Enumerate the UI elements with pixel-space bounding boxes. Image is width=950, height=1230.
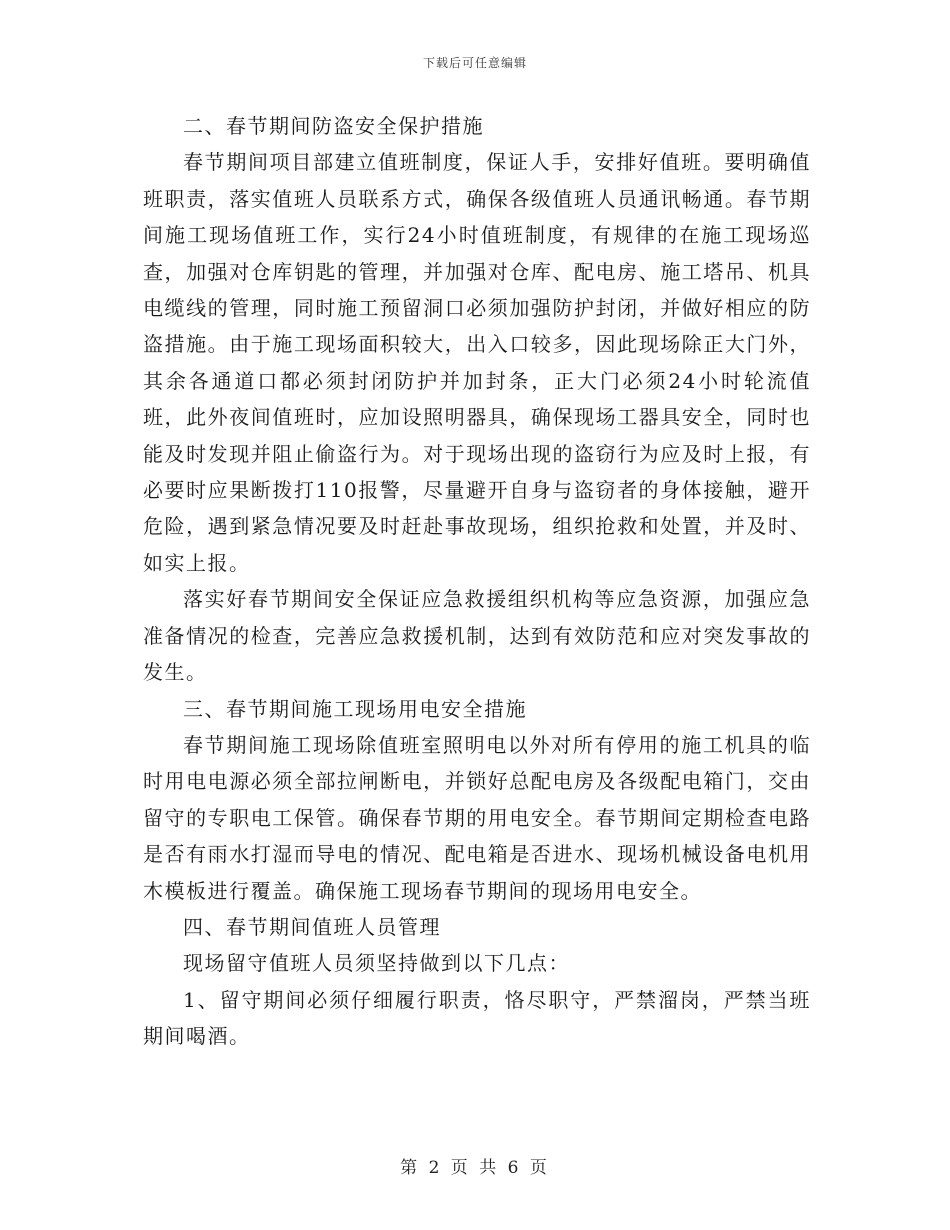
paragraph-duty-staff-intro: 现场留守值班人员须坚持做到以下几点： xyxy=(183,951,570,976)
paragraph-duty-rule-1: 1、留守期间必须仔细履行职责，恪尽职守，严禁溜岗，严禁当班期间喝酒。 xyxy=(143,987,811,1049)
section-heading-electrical-safety: 三、春节期间施工现场用电安全措施 xyxy=(183,696,527,721)
paragraph-duty-system: 春节期间项目部建立值班制度，保证人手，安排好值班。要明确值班职责，落实值班人员联系方式，确保各级值班人员通讯畅通。春节期间施工现场值班工作，实行24小时值班制度，有规律的在施工现场巡查，加强对仓库钥匙的管理，并加强对仓库、配电房、施工塔吊、机具电缆线的管理，同时施工预留洞口必须加强防护封闭，并做好相应的防盗措施。由于施工现场面积较大，出入口较多，因此现场除正大门外，其余各通道口都必须封闭防护并加封条，正大门必须24小时轮流值班，此外夜间值班时，应加设照明器具，确保现场工器具安全，同时也能及时发现并阻止偷盗行为。对于现场出现的盗窃行为应及时上报，有必要时应果断拨打110报警，尽量避开自身与盗窃者的身体接触，避开危险，遇到紧急情况要及时赶赴事故现场，组织抢救和处置，并及时、如实上报。 xyxy=(143,150,811,575)
page-number-footer: 第 2 页 共 6 页 xyxy=(400,1158,550,1178)
document-body xyxy=(143,108,811,1055)
section-heading-duty-staff: 四、春节期间值班人员管理 xyxy=(183,914,441,939)
section-heading-anti-theft: 二、春节期间防盗安全保护措施 xyxy=(183,114,484,138)
paragraph-emergency-resources: 落实好春节期间安全保证应急救援组织机构等应急资源，加强应急准备情况的检查，完善应急救援机制，达到有效防范和应对突发事故的发生。 xyxy=(143,587,811,685)
paragraph-power-off: 春节期间施工现场除值班室照明电以外对所有停用的施工机具的临时用电电源必须全部拉闸断电，并锁好总配电房及各级配电箱门，交由留守的专职电工保管。确保春节期的用电安全。春节期间定期检查电路是否有雨水打湿而导电的情况、配电箱是否进水、现场机械设备电机用木模板进行覆盖。确保施工现场春节期间的现场用电安全。 xyxy=(143,732,811,903)
page-header-note: 下载后可任意编辑 xyxy=(422,56,527,70)
